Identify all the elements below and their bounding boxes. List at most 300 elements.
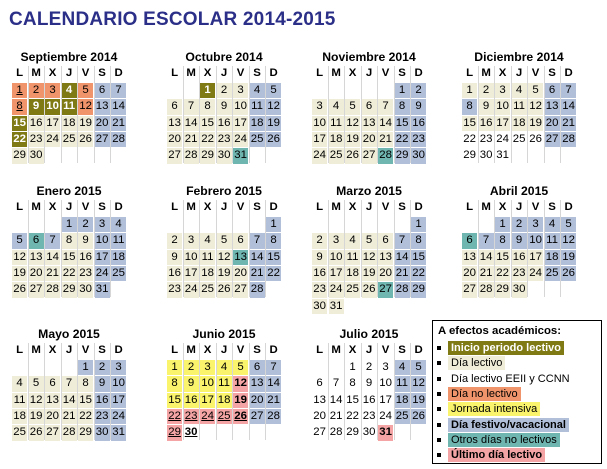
day-cell: 31: [95, 282, 110, 297]
day-cell: 8: [62, 233, 77, 248]
day-cell: 14: [378, 116, 393, 131]
day-cell: 15: [411, 250, 426, 265]
day-cell: 16: [29, 116, 44, 131]
day-cell: 21: [266, 393, 281, 408]
day-cell: 9: [362, 376, 377, 391]
weekday-label: X: [348, 344, 357, 356]
day-cell: 22: [411, 266, 426, 281]
weekday-label: J: [65, 344, 73, 356]
day-cell: 22: [200, 132, 215, 147]
day-cell: 21: [378, 132, 393, 147]
day-cell: 21: [395, 266, 410, 281]
month-2: [165, 49, 283, 167]
legend-item: [437, 356, 601, 370]
legend-item: [437, 402, 601, 416]
day-cell: 3: [378, 360, 393, 375]
day-cell: 10: [111, 376, 126, 391]
day-cell: 6: [378, 233, 393, 248]
weekday-label: J: [365, 344, 373, 356]
day-cell: 13: [45, 393, 60, 408]
day-cell: 11: [111, 233, 126, 248]
weekday-label: L: [171, 67, 179, 79]
day-cell: 8: [462, 99, 477, 114]
weekday-label: S: [548, 67, 556, 79]
day-cell: 1: [411, 217, 426, 232]
day-cell: 25: [395, 409, 410, 424]
day-cell: 6: [545, 83, 560, 98]
day-cell: 3: [528, 217, 543, 232]
day-cell: 5: [561, 217, 576, 232]
day-cell: 8: [78, 376, 93, 391]
day-cell: 7: [378, 99, 393, 114]
day-cell: 27: [362, 148, 377, 163]
weekday-label: S: [398, 67, 406, 79]
month-8: [460, 183, 578, 301]
day-cell: 29: [167, 425, 182, 440]
day-cell: 2: [217, 83, 232, 98]
day-cell: 15: [495, 250, 510, 265]
day-cell: 22: [462, 132, 477, 147]
month-name: Mayo 2015: [38, 327, 100, 341]
day-cell: 3: [312, 99, 327, 114]
day-cell: 17: [184, 266, 199, 281]
day-cell: 25: [111, 266, 126, 281]
day-cell: 7: [184, 99, 199, 114]
day-cell: 30: [512, 282, 527, 297]
day-cell: 15: [395, 116, 410, 131]
weekday-label: J: [220, 344, 228, 356]
day-cell: 13: [462, 250, 477, 265]
weekday-label: D: [564, 67, 573, 79]
day-cell: 8: [411, 233, 426, 248]
day-cell: 14: [561, 99, 576, 114]
day-cell: 26: [345, 148, 360, 163]
weekday-label: X: [498, 201, 507, 213]
day-cell: 25: [250, 132, 265, 147]
day-cell: 27: [312, 425, 327, 440]
legend-item: [437, 341, 601, 355]
day-cell: 24: [495, 132, 510, 147]
day-cell: 10: [200, 376, 215, 391]
weekday-label: V: [81, 201, 90, 213]
day-cell: 2: [312, 233, 327, 248]
day-cell: 27: [545, 132, 560, 147]
page-title: CALENDARIO ESCOLAR 2014-2015: [9, 9, 336, 30]
day-cell: 14: [111, 99, 126, 114]
day-cell: 10: [378, 376, 393, 391]
month-4: [460, 49, 578, 167]
day-cell: 28: [62, 425, 77, 440]
day-cell: 17: [111, 393, 126, 408]
day-cell: 2: [362, 360, 377, 375]
bullet-icon: [437, 407, 441, 411]
day-cell: 2: [29, 83, 44, 98]
day-cell: 18: [217, 393, 232, 408]
day-cell: 23: [362, 409, 377, 424]
legend-label: Último día lectivo: [448, 448, 545, 462]
day-cell: 2: [95, 360, 110, 375]
day-cell: 25: [217, 409, 232, 424]
day-cell: 14: [184, 116, 199, 131]
day-cell: 25: [329, 148, 344, 163]
day-cell: 13: [545, 99, 560, 114]
month-name: Julio 2015: [339, 327, 399, 341]
month-name: Marzo 2015: [336, 184, 402, 198]
weekday-label: V: [81, 67, 90, 79]
day-cell: 28: [184, 148, 199, 163]
weekday-label: D: [269, 201, 278, 213]
day-cell: 23: [78, 266, 93, 281]
weekday-label: X: [203, 344, 212, 356]
day-cell: 5: [233, 360, 248, 375]
day-cell: 3: [45, 83, 60, 98]
weekday-label: M: [481, 201, 491, 213]
day-cell: 26: [266, 132, 281, 147]
bullet-icon: [437, 423, 441, 427]
weekday-label: D: [414, 67, 423, 79]
legend-item: [437, 433, 601, 447]
day-cell: 14: [395, 250, 410, 265]
weekday-label: M: [331, 201, 341, 213]
weekday-label: D: [114, 201, 123, 213]
day-cell: 20: [378, 266, 393, 281]
weekday-label: L: [316, 344, 324, 356]
weekday-label: V: [531, 67, 540, 79]
day-cell: 22: [167, 409, 182, 424]
day-cell: 4: [250, 83, 265, 98]
day-cell: 30: [95, 425, 110, 440]
day-cell: 24: [329, 282, 344, 297]
weekday-label: J: [220, 67, 228, 79]
day-cell: 7: [395, 233, 410, 248]
day-cell: 20: [545, 116, 560, 131]
day-cell: 15: [12, 116, 27, 131]
day-cell: 15: [167, 393, 182, 408]
day-cell: 17: [528, 250, 543, 265]
day-cell: 19: [528, 116, 543, 131]
day-cell: 8: [266, 233, 281, 248]
month-name: Septiembre 2014: [20, 50, 118, 64]
month-name: Octubre 2014: [185, 50, 263, 64]
day-cell: 3: [329, 233, 344, 248]
day-cell: 13: [312, 393, 327, 408]
day-cell: 15: [345, 393, 360, 408]
day-cell: 8: [12, 99, 27, 114]
day-cell: 30: [184, 425, 199, 440]
day-cell: 18: [111, 250, 126, 265]
day-cell: 21: [184, 132, 199, 147]
day-cell: 18: [12, 409, 27, 424]
weekday-label: M: [331, 344, 341, 356]
day-cell: 2: [479, 83, 494, 98]
day-cell: 22: [266, 266, 281, 281]
day-cell: 2: [512, 217, 527, 232]
month-5: [10, 183, 128, 301]
day-cell: 19: [411, 393, 426, 408]
day-cell: 12: [362, 250, 377, 265]
day-cell: 16: [78, 250, 93, 265]
day-cell: 26: [12, 282, 27, 297]
day-cell: 17: [312, 132, 327, 147]
day-cell: 24: [45, 132, 60, 147]
weekday-label: L: [171, 344, 179, 356]
day-cell: 23: [29, 132, 44, 147]
weekday-label: M: [481, 67, 491, 79]
day-cell: 27: [378, 282, 393, 297]
day-cell: 19: [12, 266, 27, 281]
weekday-label: D: [564, 201, 573, 213]
day-cell: 21: [479, 266, 494, 281]
day-cell: 30: [78, 282, 93, 297]
day-cell: 6: [250, 360, 265, 375]
day-cell: 11: [329, 116, 344, 131]
weekday-label: L: [16, 201, 24, 213]
day-cell: 16: [512, 250, 527, 265]
weekday-label: S: [253, 67, 261, 79]
day-cell: 4: [62, 83, 77, 98]
day-cell: 19: [362, 266, 377, 281]
day-cell: 28: [111, 132, 126, 147]
day-cell: 7: [111, 83, 126, 98]
day-cell: 7: [266, 360, 281, 375]
day-cell: 13: [167, 116, 182, 131]
day-cell: 17: [95, 250, 110, 265]
month-name: Enero 2015: [36, 184, 102, 198]
weekday-label: L: [316, 201, 324, 213]
day-cell: 12: [411, 376, 426, 391]
day-cell: 6: [45, 376, 60, 391]
day-cell: 21: [62, 409, 77, 424]
day-cell: 24: [200, 409, 215, 424]
day-cell: 30: [411, 148, 426, 163]
bullet-icon: [437, 392, 441, 396]
day-cell: 11: [512, 99, 527, 114]
day-cell: 29: [62, 282, 77, 297]
day-cell: 6: [362, 99, 377, 114]
day-cell: 12: [12, 250, 27, 265]
day-cell: 30: [362, 425, 377, 440]
day-cell: 15: [62, 250, 77, 265]
bullet-icon: [437, 361, 441, 365]
day-cell: 10: [233, 99, 248, 114]
day-cell: 6: [462, 233, 477, 248]
legend-label: Inicio periodo lectivo: [448, 341, 564, 355]
day-cell: 7: [62, 376, 77, 391]
day-cell: 17: [495, 116, 510, 131]
day-cell: 27: [95, 132, 110, 147]
weekday-label: J: [220, 201, 228, 213]
month-11: [310, 326, 428, 444]
month-10: [165, 326, 283, 444]
legend-label: Día lectivo: [448, 356, 505, 370]
day-cell: 13: [362, 116, 377, 131]
day-cell: 13: [95, 99, 110, 114]
day-cell: 29: [395, 148, 410, 163]
day-cell: 4: [200, 233, 215, 248]
weekday-label: X: [48, 67, 57, 79]
day-cell: 29: [78, 425, 93, 440]
weekday-label: M: [31, 201, 41, 213]
day-cell: 28: [45, 282, 60, 297]
day-cell: 20: [29, 266, 44, 281]
day-cell: 15: [266, 250, 281, 265]
day-cell: 11: [62, 99, 77, 114]
day-cell: 3: [95, 217, 110, 232]
day-cell: 5: [362, 233, 377, 248]
day-cell: 23: [512, 266, 527, 281]
day-cell: 10: [95, 233, 110, 248]
month-name: Febrero 2015: [186, 184, 262, 198]
month-6: [165, 183, 283, 301]
day-cell: 9: [312, 250, 327, 265]
day-cell: 3: [111, 360, 126, 375]
day-cell: 17: [233, 116, 248, 131]
day-cell: 1: [395, 83, 410, 98]
legend-title: A efectos académicos:: [438, 325, 562, 337]
weekday-label: L: [171, 201, 179, 213]
day-cell: 25: [512, 132, 527, 147]
day-cell: 5: [12, 233, 27, 248]
day-cell: 28: [378, 148, 393, 163]
day-cell: 16: [362, 393, 377, 408]
day-cell: 18: [512, 116, 527, 131]
day-cell: 11: [12, 393, 27, 408]
day-cell: 17: [329, 266, 344, 281]
day-cell: 12: [345, 116, 360, 131]
day-cell: 1: [266, 217, 281, 232]
day-cell: 18: [200, 266, 215, 281]
day-cell: 4: [345, 233, 360, 248]
weekday-label: X: [348, 67, 357, 79]
day-cell: 29: [12, 148, 27, 163]
day-cell: 2: [78, 217, 93, 232]
day-cell: 15: [200, 116, 215, 131]
day-cell: 6: [312, 376, 327, 391]
weekday-label: M: [186, 344, 196, 356]
day-cell: 12: [78, 99, 93, 114]
day-cell: 22: [12, 132, 27, 147]
day-cell: 1: [345, 360, 360, 375]
day-cell: 26: [78, 132, 93, 147]
day-cell: 3: [184, 233, 199, 248]
legend-label: Día no lectivo: [448, 387, 521, 401]
day-cell: 13: [29, 250, 44, 265]
day-cell: 4: [545, 217, 560, 232]
day-cell: 24: [312, 148, 327, 163]
day-cell: 27: [29, 282, 44, 297]
legend-label: Otros días no lectivos: [448, 433, 560, 447]
month-1: [10, 49, 128, 167]
bullet-icon: [437, 438, 441, 442]
day-cell: 29: [411, 282, 426, 297]
day-cell: 20: [250, 393, 265, 408]
day-cell: 17: [200, 393, 215, 408]
day-cell: 6: [167, 99, 182, 114]
day-cell: 12: [29, 393, 44, 408]
day-cell: 24: [184, 282, 199, 297]
weekday-label: J: [365, 201, 373, 213]
day-cell: 26: [411, 409, 426, 424]
day-cell: 23: [411, 132, 426, 147]
day-cell: 26: [362, 282, 377, 297]
day-cell: 1: [495, 217, 510, 232]
day-cell: 28: [329, 425, 344, 440]
day-cell: 8: [167, 376, 182, 391]
legend: [432, 320, 602, 464]
legend-item: [437, 372, 601, 386]
day-cell: 10: [45, 99, 60, 114]
weekday-label: V: [236, 67, 245, 79]
day-cell: 26: [29, 425, 44, 440]
weekday-label: S: [98, 344, 106, 356]
day-cell: 24: [528, 266, 543, 281]
day-cell: 20: [167, 132, 182, 147]
day-cell: 4: [329, 99, 344, 114]
day-cell: 27: [167, 148, 182, 163]
day-cell: 9: [512, 233, 527, 248]
day-cell: 18: [250, 116, 265, 131]
day-cell: 5: [528, 83, 543, 98]
day-cell: 5: [411, 360, 426, 375]
legend-item: [437, 418, 601, 432]
day-cell: 31: [233, 148, 248, 163]
day-cell: 22: [62, 266, 77, 281]
weekday-label: S: [98, 201, 106, 213]
day-cell: 18: [545, 250, 560, 265]
day-cell: 25: [200, 282, 215, 297]
day-cell: 14: [479, 250, 494, 265]
weekday-label: D: [414, 201, 423, 213]
day-cell: 17: [378, 393, 393, 408]
weekday-label: X: [48, 201, 57, 213]
day-cell: 5: [266, 83, 281, 98]
day-cell: 6: [95, 83, 110, 98]
day-cell: 16: [95, 393, 110, 408]
day-cell: 7: [250, 233, 265, 248]
day-cell: 12: [217, 250, 232, 265]
day-cell: 10: [495, 99, 510, 114]
day-cell: 29: [200, 148, 215, 163]
day-cell: 8: [495, 233, 510, 248]
day-cell: 11: [345, 250, 360, 265]
weekday-label: D: [269, 344, 278, 356]
day-cell: 2: [411, 83, 426, 98]
day-cell: 11: [545, 233, 560, 248]
weekday-label: D: [114, 67, 123, 79]
day-cell: 20: [312, 409, 327, 424]
day-cell: 11: [200, 250, 215, 265]
weekday-label: V: [381, 201, 390, 213]
day-cell: 31: [329, 299, 344, 314]
day-cell: 18: [345, 266, 360, 281]
day-cell: 7: [479, 233, 494, 248]
weekday-label: V: [381, 344, 390, 356]
day-cell: 20: [45, 409, 60, 424]
weekday-label: M: [31, 344, 41, 356]
legend-label: Día festivo/vacacional: [448, 418, 569, 432]
day-cell: 10: [184, 250, 199, 265]
weekday-label: D: [114, 344, 123, 356]
day-cell: 28: [479, 282, 494, 297]
day-cell: 22: [78, 409, 93, 424]
day-cell: 6: [29, 233, 44, 248]
day-cell: 12: [266, 99, 281, 114]
day-cell: 8: [395, 99, 410, 114]
weekday-label: L: [16, 344, 24, 356]
day-cell: 28: [266, 409, 281, 424]
day-cell: 11: [217, 376, 232, 391]
day-cell: 20: [95, 116, 110, 131]
